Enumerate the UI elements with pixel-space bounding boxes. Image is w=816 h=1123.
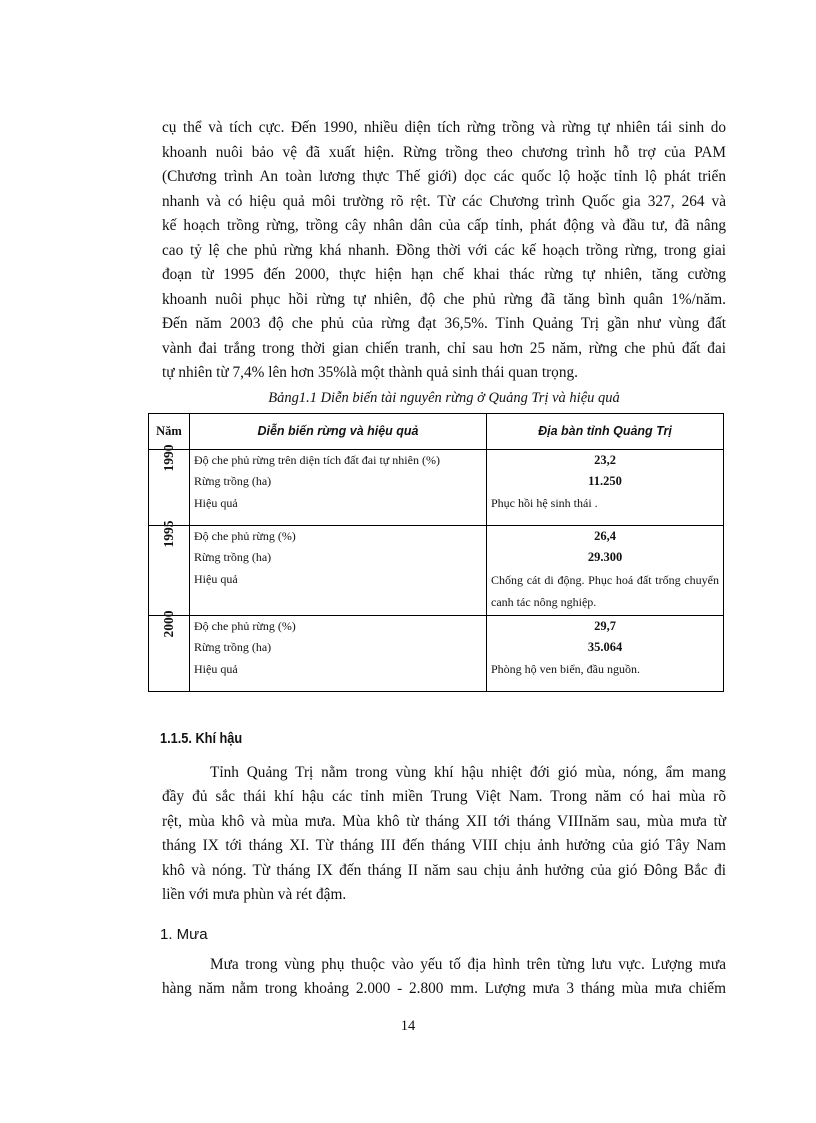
text-line: nhanh và có hiệu quả môi trường rõ rệt. Từ các Chương trình Quốc gia 327, 264 và	[162, 192, 726, 210]
subsection-heading: 1. Mưa	[160, 925, 208, 943]
row-label: Hiệu quả	[194, 661, 238, 676]
effect-text: Phục hồi hệ sinh thái .	[491, 495, 598, 510]
cover-value: 26,4	[594, 528, 616, 543]
rain-paragraph	[162, 953, 726, 1002]
text-line: tháng IX tới tháng XI. Từ tháng III đến tháng VIII chịu ảnh hưởng của gió Tây Nam	[162, 837, 726, 854]
row-label: Rừng trồng (ha)	[194, 474, 272, 488]
text-line: khoanh nuôi bảo vệ đã xuất hiện. Rừng trồng theo chương trình hỗ trợ của PAM	[162, 143, 726, 161]
forest-table	[148, 413, 724, 692]
text-line: đoạn từ 1995 đến 2000, thực hiện hạn chế khai thác rừng tự nhiên, tăng cường	[162, 266, 726, 283]
text-line: kế hoạch trồng rừng, trồng cây nhân dân của cấp tỉnh, phát động và đầu tư, đã nâng	[162, 217, 726, 234]
effect-text: Phòng hộ ven biển, đầu nguồn.	[491, 661, 640, 676]
table-row	[149, 525, 724, 615]
table-header-row	[149, 413, 724, 449]
climate-paragraph	[162, 761, 726, 908]
text-line: đầy đủ sắc thái khí hậu các tỉnh miền Trung Việt Nam. Trong năm có hai mùa rõ	[162, 788, 726, 805]
values-cell	[487, 615, 724, 691]
planted-value: 29.300	[587, 550, 623, 564]
planted-value: 35.064	[587, 640, 623, 654]
cover-value: 23,2	[594, 452, 616, 467]
text-line: (Chương trình An toàn lương thực Thế giới) dọc các quốc lộ hoặc tỉnh lộ phát triển	[162, 168, 726, 185]
text-line: cụ thể và tích cực. Đến 1990, nhiều diện tích rừng trồng và rừng tự nhiên tái sinh do	[162, 119, 726, 136]
header-changes: Diễn biến rừng và hiệu quả	[190, 413, 487, 449]
text-line: khoanh nuôi phục hồi rừng tự nhiên, độ che phủ rừng đã tăng bình quân 1%/năm.	[162, 290, 726, 308]
row-label: Rừng trồng (ha)	[194, 640, 272, 654]
row-label: Rừng trồng (ha)	[194, 550, 272, 564]
year-cell	[149, 520, 190, 615]
text-line: khô và nóng. Từ tháng IX đến tháng II năm sau chịu ảnh hưởng của gió Đông Bắc đi	[162, 861, 726, 879]
table-caption: Bảng1.1 Diễn biến tài nguyên rừng ở Quảng Trị và hiệu quả	[268, 389, 620, 406]
year-cell	[149, 610, 190, 691]
row-label: Độ che phủ rừng trên diện tích đất đai tự nhiên (%)	[194, 452, 440, 467]
section-heading: 1.1.5. Khí hậu	[160, 729, 243, 747]
row-label: Độ che phủ rừng (%)	[194, 528, 296, 543]
text-line: liền với mưa phùn và rét đậm.	[162, 886, 347, 903]
row-label: Hiệu quả	[194, 571, 238, 586]
labels-cell	[190, 525, 487, 615]
header-year: Năm	[149, 413, 190, 449]
row-label: Hiệu quả	[194, 495, 238, 510]
text-line: hàng năm nằm trong khoảng 2.000 - 2.800 mm. Lượng mưa 3 tháng mùa mưa chiếm	[162, 980, 726, 997]
page-number: 14	[400, 1018, 416, 1034]
values-cell	[487, 449, 724, 525]
values-cell	[487, 525, 724, 615]
text-line: cao tỷ lệ che phủ rừng khá nhanh. Đồng thời với các kế hoạch trồng rừng, trong giai	[162, 241, 726, 259]
year-label: 1995	[161, 520, 176, 547]
text-line: Mưa trong vùng phụ thuộc vào yếu tố địa hình trên từng lưu vực. Lượng mưa	[210, 955, 726, 973]
text-line: rệt, mùa khô và mùa mưa. Mùa khô từ tháng XII tới tháng VIIInăm sau, mùa mưa từ	[162, 812, 726, 830]
text-line: vành đai trắng trong thời gian chiến tranh, chỉ sau hơn 25 năm, rừng che phủ đất đai	[162, 339, 726, 357]
effect-text: Chống cát di động. Phục hoá đất trống chuyển canh tác nông nghiệp.	[491, 572, 719, 609]
document-page	[156, 116, 726, 1002]
labels-cell	[190, 615, 487, 691]
row-label: Độ che phủ rừng (%)	[194, 618, 296, 633]
header-province: Địa bàn tỉnh Quảng Trị	[487, 413, 724, 449]
planted-value: 11.250	[588, 474, 622, 488]
table-row	[149, 615, 724, 691]
table-row	[149, 449, 724, 525]
cover-value: 29,7	[594, 618, 616, 633]
text-line: Tỉnh Quảng Trị nằm trong vùng khí hậu nhiệt đới gió mùa, nóng, ẩm mang	[210, 763, 726, 781]
year-label: 1990	[161, 444, 176, 471]
year-label: 2000	[161, 610, 176, 637]
text-line: Đến năm 2003 độ che phủ của rừng đạt 36,5%. Tỉnh Quảng Trị gần như vùng đất	[162, 315, 726, 332]
text-line: tự nhiên từ 7,4% lên hơn 35%là một thành quả sinh thái quan trọng.	[162, 364, 578, 381]
labels-cell	[190, 449, 487, 525]
intro-paragraph	[162, 116, 726, 386]
